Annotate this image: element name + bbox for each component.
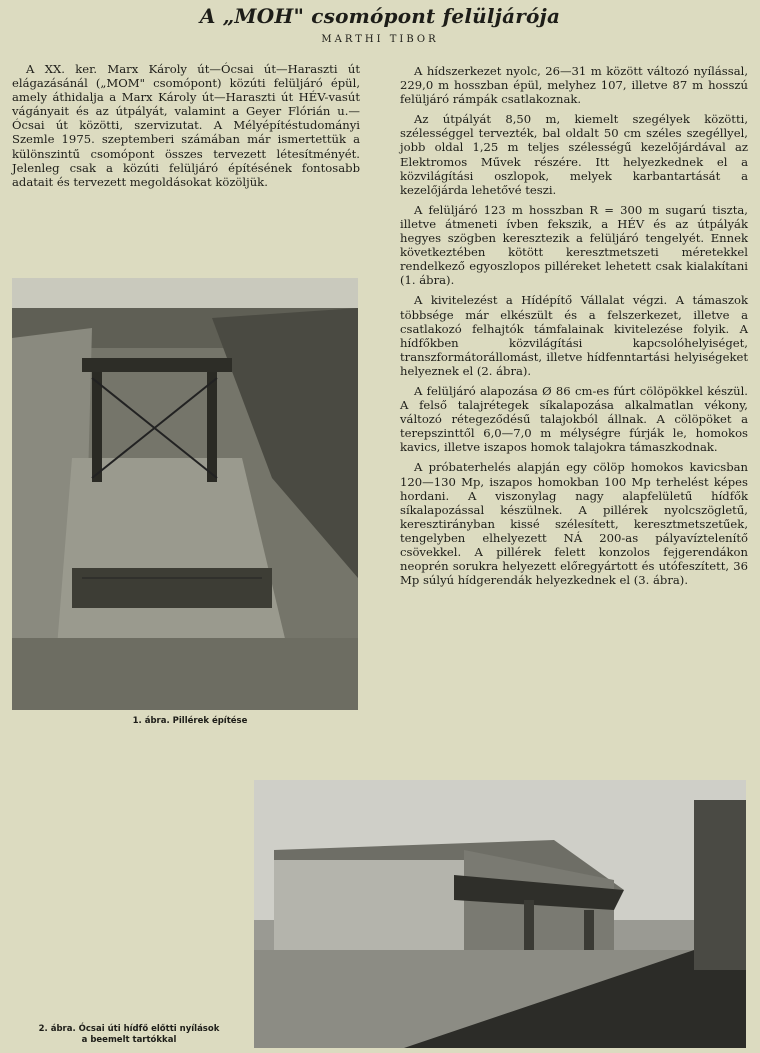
figure-2-photo xyxy=(254,780,746,1048)
article-title: A „MOH" csomópont felüljárója xyxy=(199,4,561,28)
paragraph: A felüljáró alapozása Ø 86 cm-es fúrt cölöpökkel készül. A felső talajrétegek síkalapozása alkalmatlan vékony, változó rétegeződésű talajokból állnak. A cölöpöket a terepszinttől 6,0—7,0 m mélységre fúrják le, homokos kavics, illetve iszapos homok talajokra támaszkodnak. xyxy=(400,383,748,455)
paragraph: Az útpályát 8,50 m, kiemelt szegélyek közötti, szélességgel tervezték, bal oldalt 50 cm széles szegéllyel, jobb oldal 1,25 m teljes szélességű kezelőjárdával az Elektromos Művek részére. Itt helyezkednek el a közvilágítási oszlopok, melyek karbantartását a kezelőjárda lehetővé teszi. xyxy=(400,112,748,197)
paragraph: A hídszerkezet nyolc, 26—31 m között változó nyílással, 229,0 m hosszban épül, melyhez 107, illetve 87 m hosszú felüljáró rámpák csatlakoznak. xyxy=(400,64,748,107)
paragraph: A felüljáró 123 m hosszban R = 300 m sugarú tiszta, illetve átmeneti ívben fekszik, a HÉV és az útpályák hegyes szögben keresztezik a felüljáró tengelyét. Ennek következtében kötött keresztmetszeti méretekkel rendelkező egyoszlopos pilléreket lehetett csak kialakítani (1. ábra). xyxy=(400,202,748,288)
article-author: MARTHI TIBOR xyxy=(321,34,439,45)
right-column xyxy=(400,64,748,593)
figure-2-caption-line1: 2. ábra. Ócsai úti hídfő előtti nyílások xyxy=(38,1024,220,1034)
figure-1-caption: 1. ábra. Pillérek építése xyxy=(132,716,248,726)
paragraph: A XX. ker. Marx Károly út—Ócsai út—Haraszti út elágazásánál („MOM" csomópont) közúti felüljáró épül, amely áthidalja a Marx Károly út—Haraszti út HÉV-vasút vágányait és az útpályát, valamint a Geyer Flórián u.—Ócsai út közötti, szervizutat. A Mélyépítéstudományi Szemle 1975. szeptemberi számában már ismertettük a különszintű csomópont összes tervezett létesítményét. Jelenleg csak a közúti felüljáró építésének fontosabb adatait és tervezett megoldásokat közöljük. xyxy=(12,62,360,189)
figure-2-caption-line2: a beemelt tartókkal xyxy=(81,1035,177,1045)
left-column xyxy=(12,62,360,195)
paragraph: A kivitelezést a Hídépítő Vállalat végzi. A támaszok többsége már elkészült és a felszerkezet, illetve a csatlakozó felhajtók támfalainak kivitelezése folyik. A hídfőkben közvilágítási kapcsolóhelyiséget, transzformátorállomást, illetve hídfenntartási helyiségeket helyeznek el (2. ábra). xyxy=(400,293,748,378)
figure-2-caption xyxy=(16,1024,242,1046)
figure-1-photo xyxy=(12,278,358,710)
paragraph: A próbaterhelés alapján egy cölöp homokos kavicsban 120—130 Mp, iszapos homokban 100 Mp terhelést képes hordani. A viszonylag nagy alapfelületű hídfők síkalapozással készülnek. A pillérek nyolcszögletű, keresztirányban kissé szélesített, keresztmetszetűek, tengelyben elhelyezett NÁ 200-as pályavíztelenítő csövekkel. A pillérek felett konzolos fejgerendákon neoprén sorukra helyezett előregyártott és utófeszített, 36 Mp súlyú hídgerendák helyezkednek el (3. ábra). xyxy=(400,460,748,588)
